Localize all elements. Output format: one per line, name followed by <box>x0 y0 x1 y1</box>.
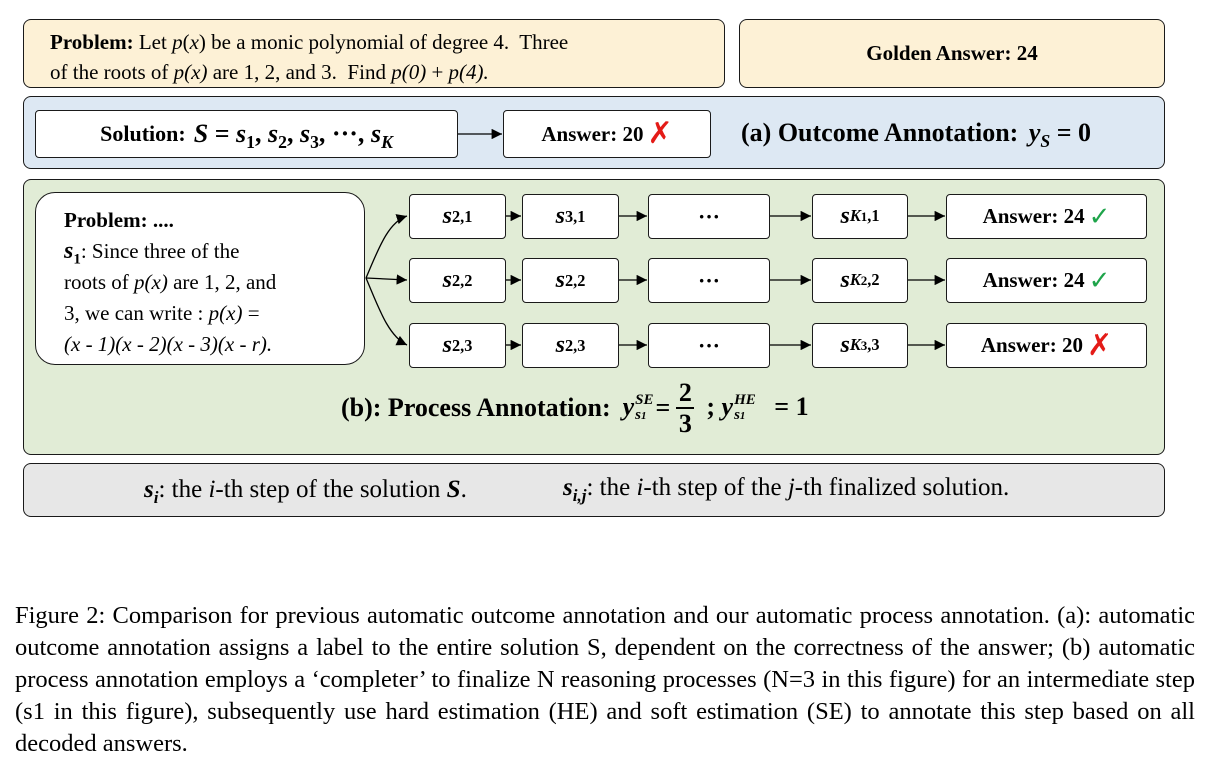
step-box-s2-3: s 2,3 <box>409 323 506 368</box>
ellipsis-box-1: ··· <box>648 194 770 239</box>
step-box-s2-3b: s 2,3 <box>522 323 619 368</box>
figure-caption: Figure 2: Comparison for previous automatic outcome annotation and our automatic process annotation. (a): automatic outcome annotation assigns a label to the entire solution S, dependent on the correctness of the answer; (b) automatic process annotation employs a ‘completer’ to finalize N reasoning processes (N=3 in this figure) for an intermediate step (s1 in this figure), subsequently use hard estimation (HE) and soft estimation (SE) to annotate this step based on all decoded answers. <box>15 602 1195 757</box>
ellipsis-box-3: ··· <box>648 323 770 368</box>
solution-expr: $S = s_1$, $s_2$, $s_3$, ···, $s_K$ <box>193 119 393 153</box>
arrow-branch-1 <box>366 216 407 278</box>
step-line-4: (x - 1)(x - 2)(x - 3)(x - r). <box>64 332 273 356</box>
step-box-s2-2b: s 2,2 <box>522 258 619 303</box>
step-box-s2-1: s 2,1 <box>409 194 506 239</box>
se-fraction: $\frac{2}{3}$ <box>676 379 694 438</box>
check-icon: ✓ <box>1088 201 1111 231</box>
outcome-title: (a) Outcome Annotation: $y_S = 0$ <box>741 118 1092 152</box>
arrow-branch-3 <box>366 278 407 345</box>
step-box-sk3-3: s K3,3 <box>812 323 908 368</box>
arrow-branch-2 <box>366 278 407 280</box>
cross-icon: ✗ <box>1086 328 1113 362</box>
process-title: (b): Process Annotation: y SE s1 = $\frac{2}{3}$ ; y HE s1 = 1 <box>341 377 809 438</box>
step-box-sk1-1: s K1,1 <box>812 194 908 239</box>
problem-label: Problem: <box>50 30 134 54</box>
golden-answer-text: Golden Answer: 24 <box>866 41 1038 65</box>
legend-sij: $s_{i,j}$: the i-th step of the j-th finalized solution. <box>563 474 1010 505</box>
answer-box-row2: Answer: 24 ✓ <box>946 258 1147 303</box>
cross-icon: ✗ <box>647 117 673 150</box>
step-s1-line: $s_1$: Since three of the <box>64 238 240 268</box>
answer-box-row3: Answer: 20 ✗ <box>946 323 1147 368</box>
process-problem-label: Problem: .... <box>64 208 174 232</box>
outcome-formula: $y_S = 0$ <box>1028 118 1092 152</box>
legend-si: $s_i$: the i-th step of the solution S. <box>144 476 467 507</box>
ellipsis-box-2: ··· <box>648 258 770 303</box>
outcome-answer-text: Answer: 20 <box>541 121 644 146</box>
step-box-sk2-2: s K2,2 <box>812 258 908 303</box>
answer-box-row1: Answer: 24 ✓ <box>946 194 1147 239</box>
check-icon: ✓ <box>1088 265 1111 295</box>
step-line-3: 3, we can write : p(x) = <box>64 301 260 325</box>
se-label: y SE s1 <box>622 391 654 424</box>
solution-label: Solution: <box>100 121 186 146</box>
problem-line-2: of the roots of p(x) are 1, 2, and 3. Find p(0) + p(4). <box>50 60 489 84</box>
problem-line-1: Problem: Let p(x) be a monic polynomial of degree 4. Three <box>50 30 569 54</box>
step-box-s2-2: s 2,2 <box>409 258 506 303</box>
he-label: ; y HE s1 = 1 <box>706 391 809 424</box>
step-box-s3-1: s 3,1 <box>522 194 619 239</box>
step-line-2: roots of p(x) are 1, 2, and <box>64 270 277 294</box>
